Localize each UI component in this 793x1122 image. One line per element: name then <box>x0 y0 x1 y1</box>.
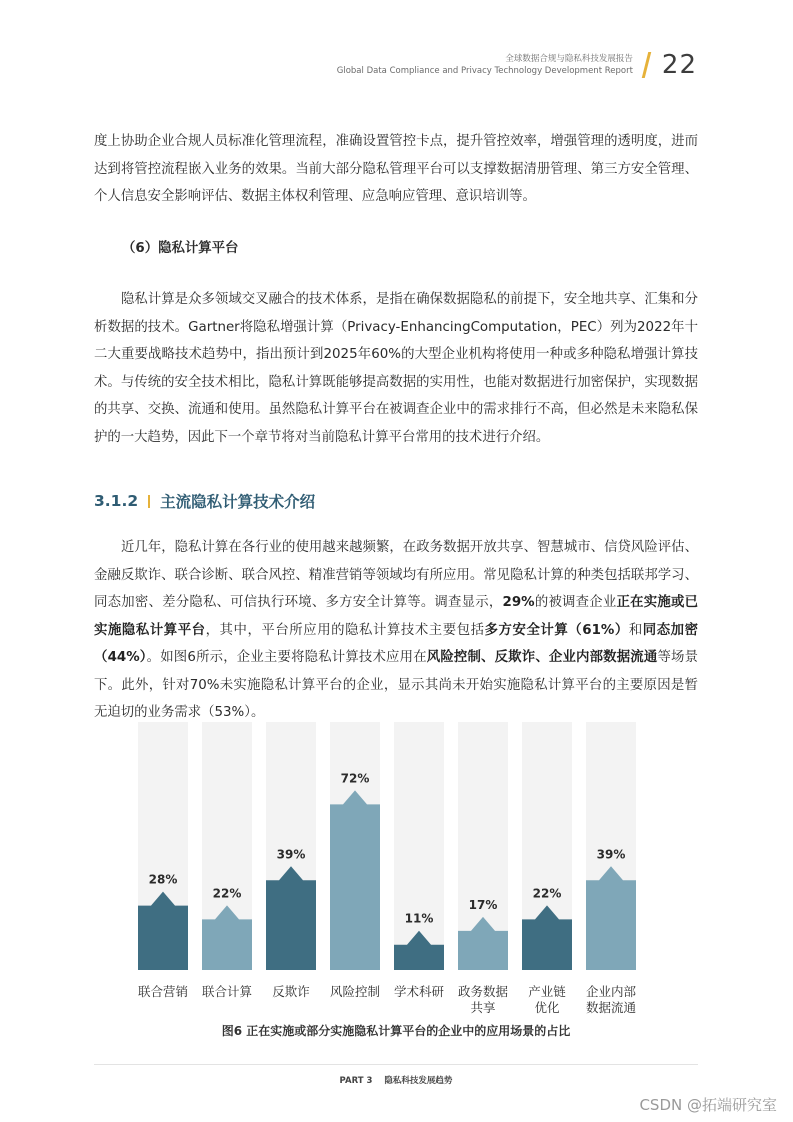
p3-text-1: 近几年，隐私计算在各行业的使用越来越频繁，在政务数据开放共享、智慧城市、信贷风险评估、金融反欺诈、联合诊断、联合风控、精准营销等领域均有所应用。常见隐私计算的种类包括联邦学习、同态加密、差分隐私、可信执行环境、多方安全计算等。调查显示， <box>94 540 698 610</box>
paragraph-2: 隐私计算是众多领域交叉融合的技术体系，是指在确保数据隐私的前提下，安全地共享、汇集和分析数据的技术。Gartner将隐私增强计算（Privacy-EnhancingComputation，PEC）列为2022年十二大重要战略技术趋势中，指出预计到2025年60%的大型企业机构将使用一种或多种隐私增强计算技术。与传统的安全技术相比，隐私计算既能够提高数据的实用性，也能对数据进行加密保护，实现数据的共享、交换、流通和使用。虽然隐私计算平台在被调查企业中的需求排行不高，但必然是未来隐私保护的一大趋势，因此下一个章节将对当前隐私计算平台常用的技术进行介绍。 <box>94 292 698 445</box>
data-label-4: 11% <box>404 911 434 926</box>
chart-caption: 图6 正在实施或部分实施隐私计算平台的企业中的应用场景的占比 <box>221 1024 571 1038</box>
paragraph-1: 度上协助企业合规人员标准化管理流程，准确设置管控卡点，提升管控效率，增强管理的透明度，进而达到将管控流程嵌入业务的效果。当前大部分隐私管理平台可以支撑数据清册管理、第三方安全管理、个人信息安全影响评估、数据主体权利管理、应急响应管理、意识培训等。 <box>94 134 698 204</box>
section-divider <box>148 495 150 508</box>
p3-text-6: 等场景下。此外，针对70%未实施隐私计算平台的企业，显示其尚未开始实施隐私计算平台的主要原因是暂无迫切的业务需求（53%）。 <box>94 650 698 720</box>
footer-part: PART 3 <box>339 1076 373 1086</box>
bar-3 <box>330 790 380 970</box>
bar-7 <box>586 866 636 970</box>
data-label-5: 17% <box>468 897 498 912</box>
header-titles <box>337 53 633 77</box>
p3-bold-3: 多方安全计算（61%） <box>484 622 629 638</box>
p3-text-4: 和 <box>628 622 643 638</box>
category-label-6-0: 产业链 <box>528 984 566 999</box>
header-title-en: Global Data Compliance and Privacy Technology Development Report <box>336 66 633 76</box>
category-label-4-0: 学术科研 <box>393 984 445 999</box>
subheading-6: （6）隐私计算平台 <box>122 241 239 256</box>
category-label-2-0: 反欺诈 <box>272 984 310 999</box>
category-label-7-0: 企业内部 <box>585 984 637 999</box>
p3-bold-2: 正在实施或已实施隐私计算平台 <box>94 595 699 638</box>
category-label-6-1: 优化 <box>534 1000 560 1015</box>
data-label-6: 22% <box>532 886 562 901</box>
data-label-1: 22% <box>212 886 242 901</box>
p3-bold-4: 同态加密（44%） <box>94 622 699 665</box>
p3-text-2: 的被调查企业 <box>534 595 617 610</box>
paragraph-3 <box>94 534 698 727</box>
chart-svg <box>130 718 650 1018</box>
p3-bold-5: 风险控制、反欺诈、企业内部数据流通 <box>426 650 658 665</box>
watermark: CSDN @拓端研究室 <box>639 1096 777 1114</box>
category-label-7-1: 数据流通 <box>585 1000 637 1015</box>
header-title-cn: 全球数据合规与隐私科技发展报告 <box>505 54 633 64</box>
category-label-3-0: 风险控制 <box>329 984 381 999</box>
category-label-5-0: 政务数据 <box>457 984 509 999</box>
section-number: 3.1.2 <box>94 492 139 510</box>
category-label-5-1: 共享 <box>470 1000 496 1015</box>
page-number: 22 <box>661 50 697 80</box>
p3-bold-1: 29% <box>502 595 535 610</box>
p3-text-3: ，其中，平台所应用的隐私计算技术主要包括 <box>205 622 485 638</box>
p3-text-5: 。如图6所示，企业主要将隐私计算技术应用在 <box>146 650 427 665</box>
page-header <box>337 50 697 80</box>
bar-2 <box>266 866 316 970</box>
footer-title: 隐私科技发展趋势 <box>384 1076 453 1086</box>
section-title: 主流隐私计算技术介绍 <box>160 493 316 511</box>
category-label-1-0: 联合计算 <box>201 984 253 999</box>
data-label-2: 39% <box>276 847 306 862</box>
category-label-0-0: 联合营销 <box>137 984 189 999</box>
bar-chart <box>130 718 650 1048</box>
page-footer <box>94 1074 698 1086</box>
header-divider <box>642 52 651 78</box>
data-label-3: 72% <box>340 771 370 786</box>
section-heading <box>94 488 315 514</box>
data-label-7: 39% <box>596 847 626 862</box>
data-label-0: 28% <box>148 872 178 887</box>
footer-divider <box>94 1064 698 1065</box>
